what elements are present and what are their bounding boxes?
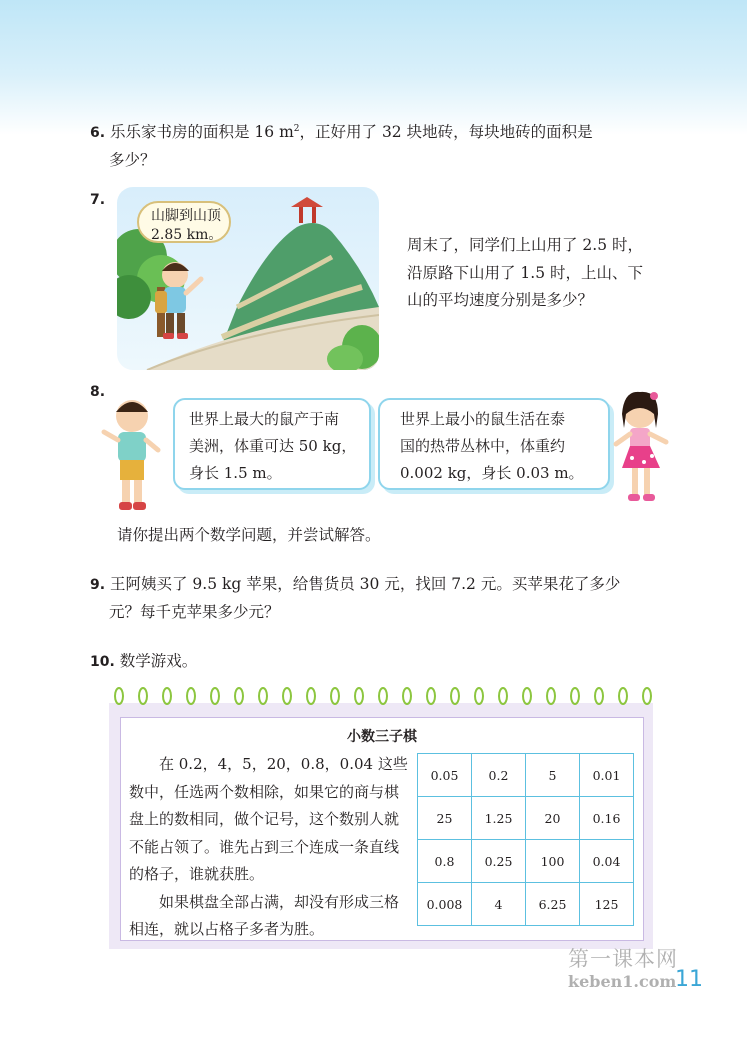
problem-text: 王阿姨买了 9.5 kg 苹果，给售货员 30 元，找回 7.2 元。买苹果花了多少 [110, 575, 621, 593]
card-text-line: 国的热带丛林中，体重约 [400, 437, 566, 455]
card-text-line: 世界上最大的鼠产于南 [189, 410, 340, 428]
problem-number: 8. [90, 384, 106, 400]
game-card [120, 717, 644, 941]
board-cell: 100 [526, 840, 580, 883]
problem-text-line: 沿原路下山用了 1.5 时，上山、下 [407, 263, 644, 282]
card-text-line: 0.002 kg，身长 0.03 m。 [400, 464, 584, 482]
fact-card-largest-rat [173, 398, 371, 490]
problem-7-number [90, 186, 105, 214]
problem-8-question: 请你提出两个数学问题，并尝试解答。 [117, 526, 381, 544]
boy-character-icon [100, 392, 162, 514]
superscript: 2 [293, 124, 300, 134]
board-row [418, 754, 634, 797]
board-row [418, 840, 634, 883]
problem-number: 10. [90, 654, 115, 670]
speech-bubble [137, 201, 231, 243]
watermark-url: keben1.com [568, 972, 677, 991]
board-cell: 6.25 [526, 883, 580, 926]
board-cell: 0.16 [580, 797, 634, 840]
problem-text: 多少？ [109, 151, 156, 170]
notebook-rings-icon [109, 686, 653, 708]
board-row [418, 883, 634, 926]
board-cell: 0.2 [472, 754, 526, 797]
page-number: 11 [675, 967, 703, 992]
board-cell: 0.008 [418, 883, 472, 926]
rules-paragraph: 如果棋盘全部占满，却没有形成三格相连，就以占格子多者为胜。 [129, 892, 400, 938]
game-board [417, 753, 634, 926]
problem-number: 9. [90, 577, 106, 593]
card-text-line: 身长 1.5 m。 [189, 464, 282, 482]
problem-text-line: 周末了，同学们上山用了 2.5 时， [407, 236, 644, 254]
board-cell: 4 [472, 883, 526, 926]
game-title: 小数三子棋 [347, 729, 417, 745]
problem-7-text [407, 232, 677, 315]
problem-text: 元？每千克苹果多少元？ [109, 603, 280, 621]
board-cell: 0.05 [418, 754, 472, 797]
problem-text: 数学游戏。 [119, 652, 198, 670]
sky-header-band [0, 0, 747, 135]
problem-text: 乐乐家书房的面积是 16 m [110, 123, 294, 142]
board-cell: 25 [418, 797, 472, 840]
bubble-text-line: 山脚到山顶 [151, 208, 221, 224]
board-cell: 20 [526, 797, 580, 840]
board-row [418, 797, 634, 840]
board-cell: 5 [526, 754, 580, 797]
problem-text: ，正好用了 32 块地砖，每块地砖的面积是 [299, 123, 593, 142]
bubble-text-line: 2.85 km。 [151, 227, 223, 243]
problem-9 [90, 571, 620, 626]
problem-6 [90, 116, 593, 174]
watermark-text: 第一课本网 [568, 947, 678, 971]
board-cell: 1.25 [472, 797, 526, 840]
rules-paragraph: 在 0.2，4，5，20，0.8，0.04 这些数中，任选两个数相除，如果它的商与棋盘上的数相同，做个记号，这个数别人就不能占领了。谁先占到三个连成一条直线的格子，谁就获胜。 [129, 755, 408, 883]
problem-number: 7. [90, 192, 106, 208]
problem-number: 6. [90, 125, 106, 142]
board-cell: 125 [580, 883, 634, 926]
card-text-line: 世界上最小的鼠生活在泰 [400, 410, 566, 428]
board-cell: 0.01 [580, 754, 634, 797]
fact-card-smallest-rat [378, 398, 610, 490]
card-text-line: 美洲，体重可达 50 kg， [189, 437, 357, 455]
problem-text-line: 山的平均速度分别是多少？ [407, 291, 594, 309]
game-rules [129, 751, 411, 944]
board-cell: 0.25 [472, 840, 526, 883]
board-cell: 0.04 [580, 840, 634, 883]
problem-10 [90, 648, 197, 676]
girl-character-icon [608, 388, 674, 508]
board-cell: 0.8 [418, 840, 472, 883]
